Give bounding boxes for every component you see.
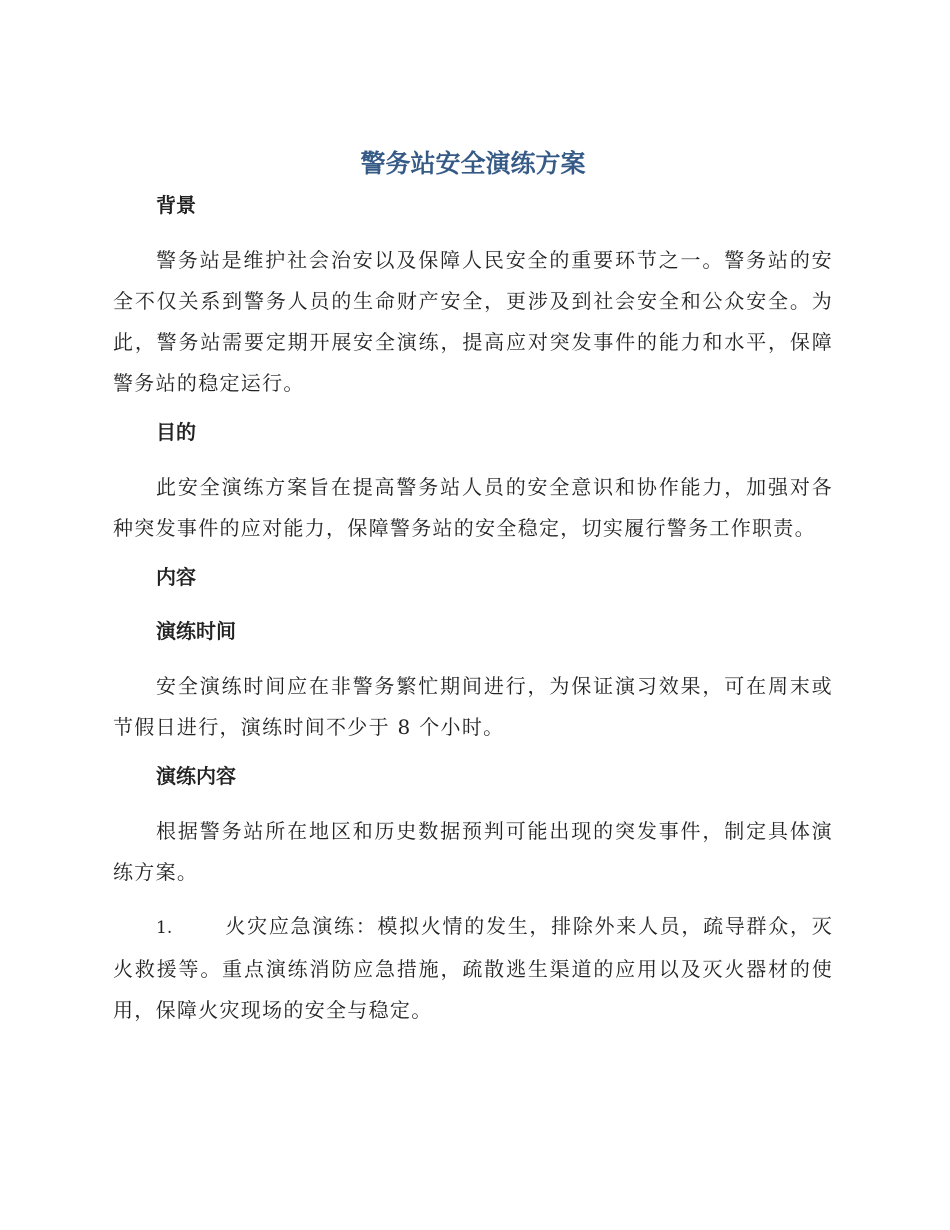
paragraph-purpose: 此安全演练方案旨在提高警务站人员的安全意识和协作能力，加强对各种突发事件的应对能力，保障警务站的安全稳定，切实履行警务工作职责。 bbox=[113, 475, 833, 540]
section-heading-purpose: 目的 bbox=[156, 420, 196, 444]
list-item bbox=[113, 906, 833, 1031]
section-heading-drill-content: 演练内容 bbox=[156, 764, 236, 788]
paragraph-drill-time: 安全演练时间应在非警务繁忙期间进行，为保证演习效果，可在周末或节假日进行，演练时间不少于 8 个小时。 bbox=[113, 674, 833, 739]
section-heading-background: 背景 bbox=[156, 193, 196, 217]
paragraph-drill-content: 根据警务站所在地区和历史数据预判可能出现的突发事件，制定具体演练方案。 bbox=[113, 819, 833, 884]
list-item-number: 1. bbox=[156, 918, 173, 938]
section-heading-content: 内容 bbox=[156, 565, 196, 589]
section-heading-drill-time: 演练时间 bbox=[156, 619, 236, 643]
paragraph-background: 警务站是维护社会治安以及保障人民安全的重要环节之一。警务站的安全不仅关系到警务人员的生命财产安全，更涉及到社会安全和公众安全。为此，警务站需要定期开展安全演练，提高应对突发事件的能力和水平，保障警务站的稳定运行。 bbox=[113, 248, 833, 395]
list-item-text: 火灾应急演练：模拟火情的发生，排除外来人员，疏导群众，灭火救援等。重点演练消防应急措施，疏散逃生渠道的应用以及灭火器材的使用，保障火灾现场的安全与稳定。 bbox=[113, 914, 833, 1022]
document-title: 警务站安全演练方案 bbox=[360, 149, 586, 178]
document-body bbox=[113, 138, 833, 1031]
